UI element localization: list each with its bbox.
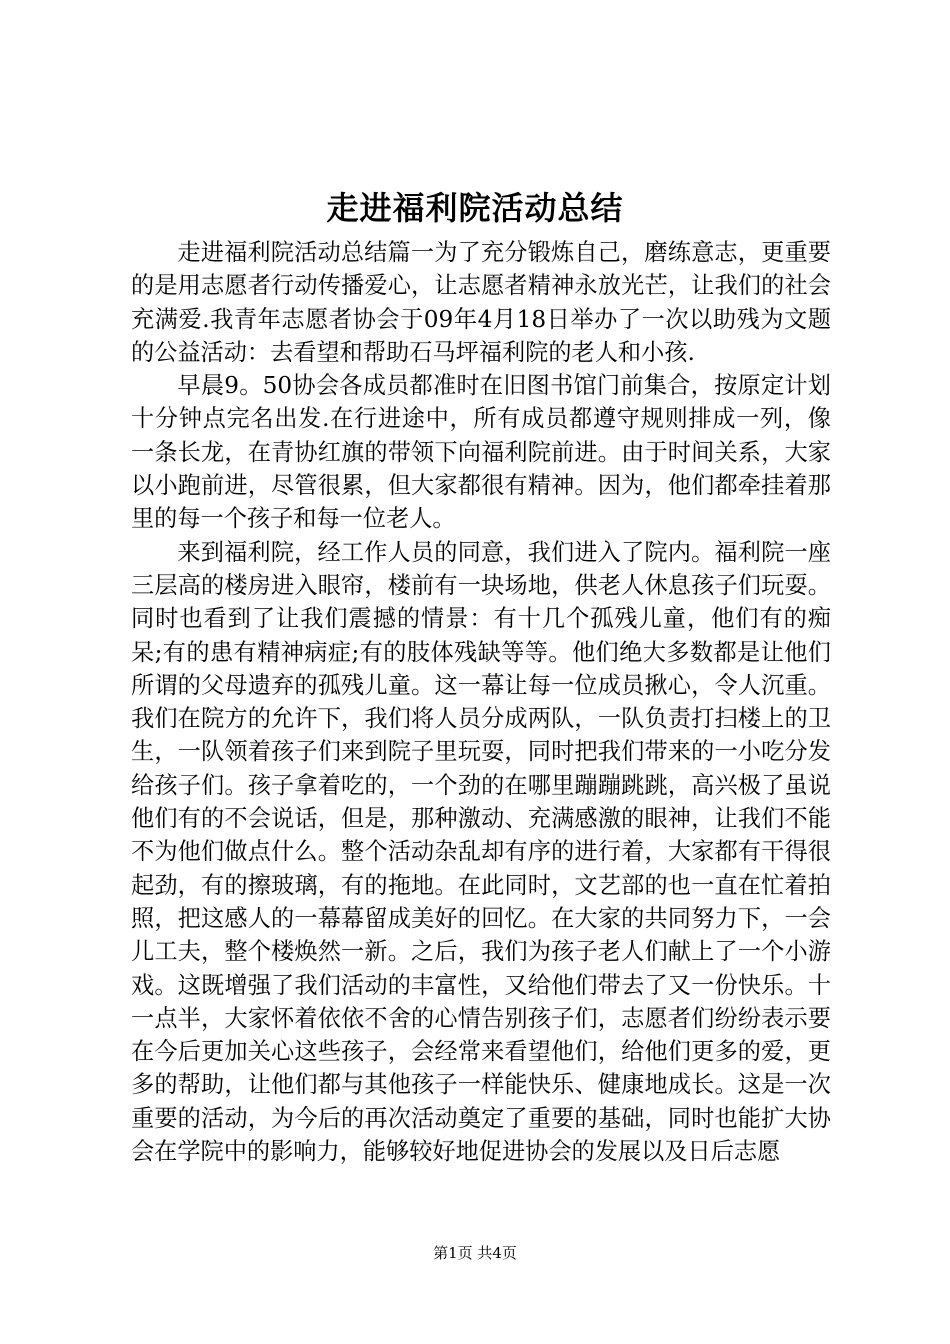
document-title: 走进福利院活动总结: [326, 189, 624, 227]
paragraph-3: 来到福利院，经工作人员的同意，我们进入了院内。福利院一座三层高的楼房进入眼帘，楼前有一块场地，供老人休息孩子们玩耍。同时也看到了让我们震撼的情景：有十几个孤残儿童，他们有的痴呆;有的患有精神病症;有的肢体残缺等等。他们绝大多数都是让他们所谓的父母遗弃的孤残儿童。这一幕让每一位成员揪心，令人沉重。我们在院方的允许下，我们将人员分成两队，一队负责打扫楼上的卫生，一队领着孩子们来到院子里玩耍，同时把我们带来的一小吃分发给孩子们。孩子拿着吃的，一个劲的在哪里蹦蹦跳跳，高兴极了虽说他们有的不会说话，但是，那种激动、充满感激的眼神，让我们不能不为他们做点什么。整个活动杂乱却有序的进行着，大家都有干得很起劲，有的擦玻璃，有的拖地。在此同时，文艺部的也一直在忙着拍照，把这感人的一幕幕留成美好的回忆。在大家的共同努力下，一会儿工夫，整个楼焕然一新。之后，我们为孩子老人们献上了一个小游戏。这既增强了我们活动的丰富性，又给他们带去了又一份快乐。十一点半，大家怀着依依不舍的心情告别孩子们，志愿者们纷纷表示要在今后更加关心这些孩子，会经常来看望他们，给他们更多的爱，更多的帮助，让他们都与其他孩子一样能快乐、健康地成长。这是一次重要的活动，为今后的再次活动奠定了重要的基础，同时也能扩大协会在学院中的影响力，能够较好地促进协会的发展以及日后志愿: [131, 538, 831, 1166]
page-footer: 第1页 共4页: [433, 1244, 517, 1262]
paragraph-1: 走进福利院活动总结篇一为了充分锻炼自己，磨练意志，更重要的是用志愿者行动传播爱心，让志愿者精神永放光芒，让我们的社会充满爱.我青年志愿者协会于09年4月18日举办了一次以助残为文题的公益活动：去看望和帮助石马坪福利院的老人和小孩.: [131, 239, 831, 366]
paragraph-2: 早晨9。50协会各成员都准时在旧图书馆门前集合，按原定计划十分钟点完名出发.在行进途中，所有成员都遵守规则排成一列，像一条长龙，在青协红旗的带领下向福利院前进。由于时间关系，大家以小跑前进，尽管很累，但大家都很有精神。因为，他们都牵挂着那里的每一个孩子和每一位老人。: [131, 372, 831, 533]
document-body: [131, 236, 831, 1168]
